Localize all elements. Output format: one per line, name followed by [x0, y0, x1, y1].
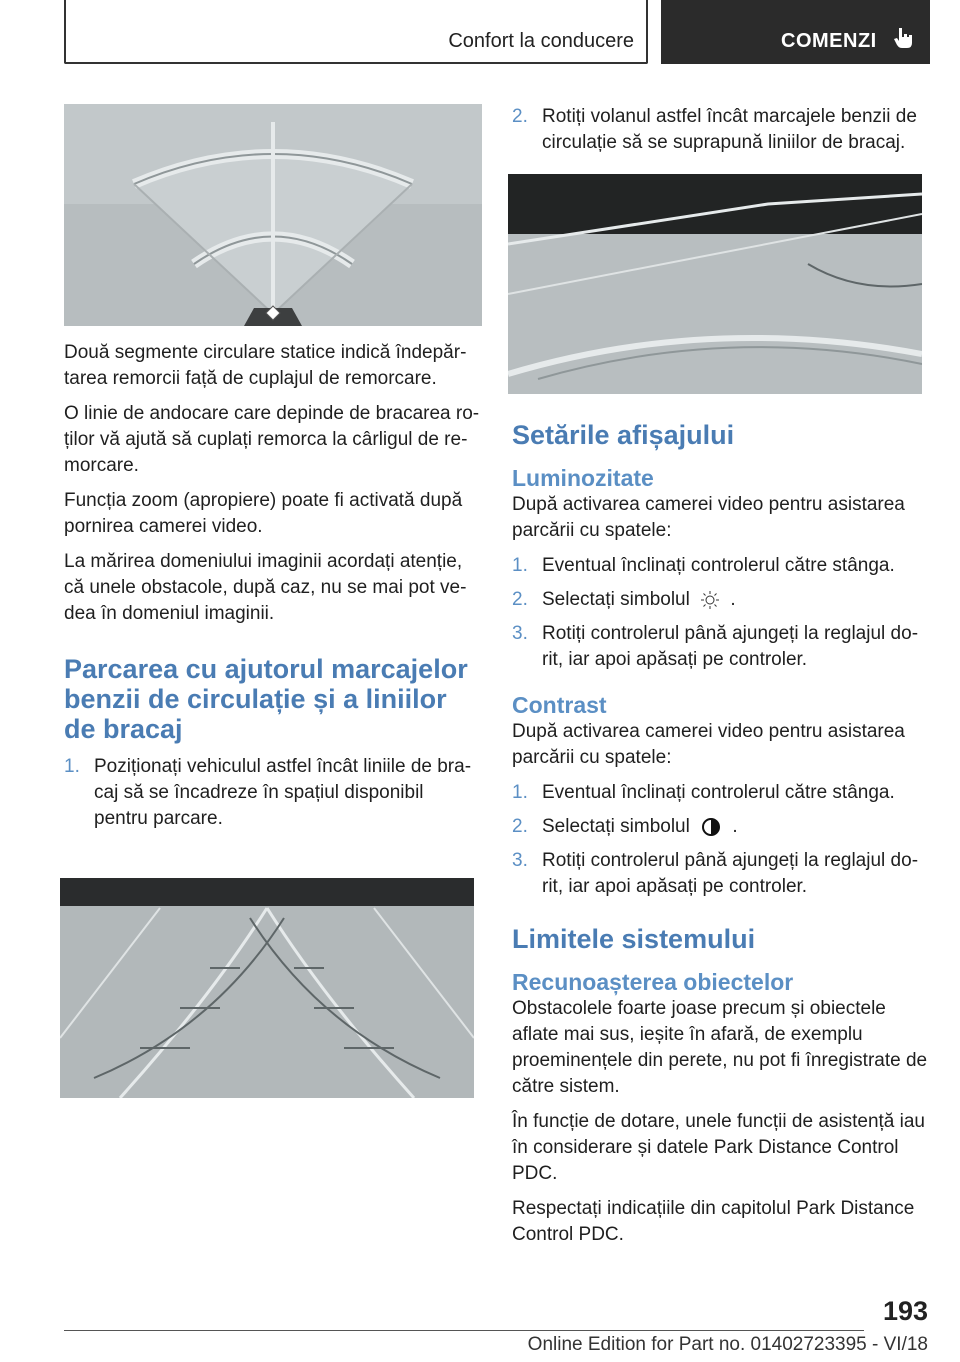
step-suffix: . [732, 816, 738, 837]
contrast-icon [701, 817, 721, 837]
header-chapter-label: COMENZI [781, 30, 877, 52]
step-number: 2. [512, 589, 528, 610]
subheading-contrast: Contrast [512, 692, 607, 718]
step-rotate-wheel [512, 104, 928, 156]
step-text: Rotiți volanul astfel încât marcajele benzii de circulație să se suprapună liniilor de bracaj. [542, 106, 917, 153]
step-number: 2. [512, 106, 528, 127]
right-column [512, 104, 928, 1257]
lane-overlay-camera-image [508, 174, 922, 394]
step-text: Rotiți controlerul până ajungeți la reglajul dorit, iar apoi apăsați pe controler. [542, 623, 919, 670]
footer-edition: Online Edition for Part no. 01402723395 - VI/18 [527, 1334, 928, 1355]
step-text: Eventual înclinați controlerul către stânga. [542, 782, 895, 803]
paragraph-zoom-warning: La mărirea domeniului imaginii acordați atenție, că unele obstacole, după caz, nu se mai pot vedea în domeniul imaginii. [64, 551, 467, 624]
paragraph-objects-1: Obstacolele foarte joase precum și obiectele aflate mai sus, ieșite în afară, de exemplu proeminențele din perete, nu pot fi înregistrate de către sistem. [512, 998, 928, 1097]
subheading-object-detection: Recunoașterea obiectelor [512, 969, 794, 995]
header-section-title: Confort la conducere [448, 30, 634, 52]
trailer-hitch-camera-image [64, 104, 482, 326]
step-number: 2. [512, 816, 528, 837]
left-column [64, 104, 482, 1098]
paragraph-circular-segments: Două segmente circulare statice indică îndepărtarea remorcii față de cuplajul de remorcare. [64, 342, 467, 389]
hand-pointer-icon [893, 26, 915, 50]
contrast-step-2 [512, 814, 928, 840]
heading-display-settings: Setările afișajului [512, 420, 735, 450]
paragraph-objects-2: În funcție de dotare, unele funcții de asistență iau în considerare și datele Park Distance Control PDC. [512, 1111, 925, 1184]
header-section-tab [64, 0, 648, 64]
footer-divider [64, 1330, 864, 1331]
heading-parking-markings: Parcarea cu ajutorul marcajelor benzii de circulație și a liniilor de bracaj [64, 654, 468, 744]
brightness-step-2 [512, 587, 928, 613]
paragraph-brightness-intro: După activarea camerei video pentru asistarea parcării cu spatele: [512, 494, 905, 541]
subheading-brightness: Luminozitate [512, 465, 654, 491]
step-number: 1. [64, 756, 80, 777]
paragraph-zoom: Funcția zoom (apropiere) poate fi activată după pornirea camerei video. [64, 490, 463, 537]
step-number: 3. [512, 850, 528, 871]
sun-icon [701, 591, 719, 609]
parking-lines-camera-image [60, 878, 474, 1098]
paragraph-contrast-intro: După activarea camerei video pentru asistarea parcării cu spatele: [512, 721, 905, 768]
paragraph-docking-line: O linie de andocare care depinde de bracarea roților vă ajută să cuplați remorca la cârligul de remorcare. [64, 403, 480, 476]
step-suffix: . [730, 589, 736, 610]
page-number: 193 [882, 1296, 928, 1326]
step-text: Selectați simbolul [542, 816, 690, 837]
step-text: Eventual înclinați controlerul către stânga. [542, 555, 895, 576]
contrast-step-3 [512, 848, 928, 900]
heading-system-limits: Limitele sistemului [512, 924, 756, 954]
step-text: Poziționați vehiculul astfel încât liniile de bracaj să se încadreze în spațiul disponibil pentru parcare. [94, 756, 472, 829]
brightness-step-3 [512, 621, 928, 673]
contrast-step-1 [512, 780, 928, 806]
brightness-step-1 [512, 553, 928, 579]
step-number: 1. [512, 555, 528, 576]
step-position-vehicle [64, 754, 482, 832]
step-number: 1. [512, 782, 528, 803]
step-text: Selectați simbolul [542, 589, 690, 610]
step-text: Rotiți controlerul până ajungeți la reglajul dorit, iar apoi apăsați pe controler. [542, 850, 919, 897]
header-chapter-tab [661, 0, 930, 64]
step-number: 3. [512, 623, 528, 644]
paragraph-objects-3: Respectați indicațiile din capitolul Park Distance Control PDC. [512, 1198, 915, 1245]
